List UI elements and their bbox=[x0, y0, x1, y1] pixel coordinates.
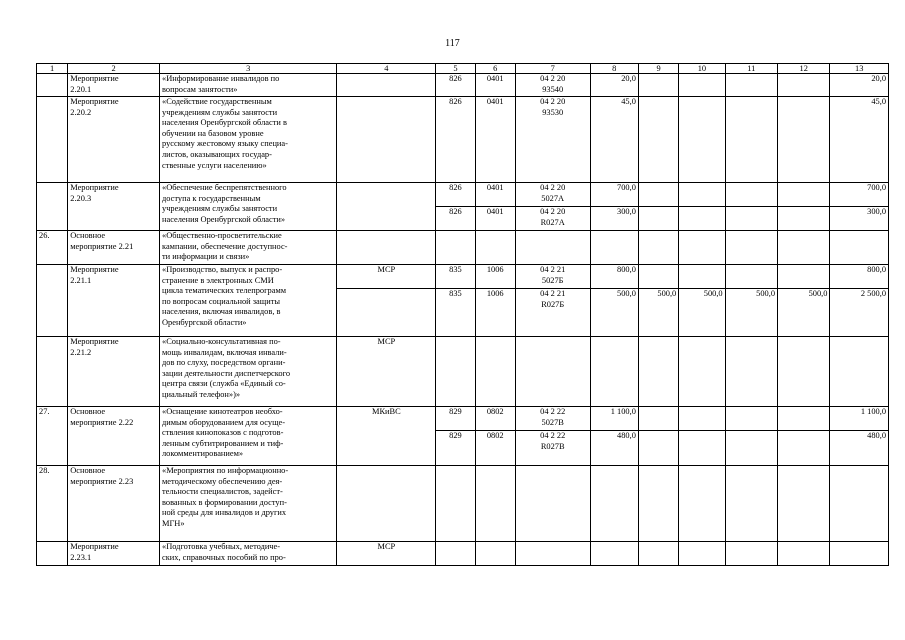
amount-cell bbox=[638, 183, 678, 207]
measure-name: Основное мероприятие 2.23 bbox=[68, 466, 160, 542]
column-header: 2 bbox=[68, 64, 160, 74]
measure-name: Основное мероприятие 2.21 bbox=[68, 231, 160, 265]
table-row bbox=[37, 97, 889, 183]
amount-cell bbox=[679, 231, 725, 265]
budget-table bbox=[36, 63, 889, 566]
amount-cell bbox=[778, 183, 830, 207]
budget-code: 826 bbox=[436, 207, 475, 231]
executor bbox=[337, 74, 436, 97]
amount-cell bbox=[778, 337, 830, 407]
amount-cell bbox=[590, 466, 638, 542]
section-code: 0401 bbox=[475, 74, 515, 97]
executor bbox=[337, 466, 436, 542]
table-row bbox=[37, 74, 889, 97]
column-header: 11 bbox=[725, 64, 777, 74]
column-header: 10 bbox=[679, 64, 725, 74]
amount-cell bbox=[638, 265, 678, 289]
column-header: 7 bbox=[515, 64, 590, 74]
section-code: 0802 bbox=[475, 431, 515, 466]
budget-code: 826 bbox=[436, 74, 475, 97]
budget-code: 835 bbox=[436, 265, 475, 289]
page-number: 117 bbox=[445, 38, 460, 49]
target-article-code: 04 2 20 93530 bbox=[515, 97, 590, 183]
amount-cell bbox=[778, 74, 830, 97]
column-number-row bbox=[37, 64, 889, 74]
amount-cell: 20,0 bbox=[590, 74, 638, 97]
measure-name: Мероприятие 2.21.1 bbox=[68, 265, 160, 337]
amount-cell: 300,0 bbox=[590, 207, 638, 231]
total-cell bbox=[830, 337, 889, 407]
column-header: 1 bbox=[37, 64, 68, 74]
table-row bbox=[37, 265, 889, 289]
column-header: 12 bbox=[778, 64, 830, 74]
amount-cell: 1 100,0 bbox=[590, 407, 638, 431]
amount-cell bbox=[638, 431, 678, 466]
total-cell: 800,0 bbox=[830, 265, 889, 289]
amount-cell bbox=[778, 431, 830, 466]
amount-cell: 800,0 bbox=[590, 265, 638, 289]
target-article-code: 04 2 20 5027А bbox=[515, 183, 590, 207]
amount-cell bbox=[679, 74, 725, 97]
target-article-code: 04 2 22 5027В bbox=[515, 407, 590, 431]
measure-name: Мероприятие 2.20.1 bbox=[68, 74, 160, 97]
measure-name: Мероприятие 2.21.2 bbox=[68, 337, 160, 407]
section-code: 0401 bbox=[475, 183, 515, 207]
measure-description: «Оснащение кинотеатров необхо- димым оборудованием для осуще- ствления кинопоказов с подготов- ленным субтитрированием и тиф- локомментированием» bbox=[160, 407, 337, 466]
budget-code bbox=[436, 337, 475, 407]
executor bbox=[337, 183, 436, 231]
target-article-code: 04 2 20 93540 bbox=[515, 74, 590, 97]
budget-code: 826 bbox=[436, 97, 475, 183]
section-code: 0802 bbox=[475, 407, 515, 431]
row-number bbox=[37, 183, 68, 231]
budget-code bbox=[436, 231, 475, 265]
amount-cell bbox=[590, 542, 638, 566]
target-article-code: 04 2 20 R027А bbox=[515, 207, 590, 231]
target-article-code: 04 2 21 R027Б bbox=[515, 289, 590, 337]
total-cell bbox=[830, 231, 889, 265]
amount-cell bbox=[778, 542, 830, 566]
column-header: 13 bbox=[830, 64, 889, 74]
measure-description: «Производство, выпуск и распро- странение в электронных СМИ цикла тематических телепрограмм по вопросам социальной защиты населения, включая инвалидов, в Оренбургской области» bbox=[160, 265, 337, 337]
column-header: 8 bbox=[590, 64, 638, 74]
executor: МСР bbox=[337, 337, 436, 407]
column-header: 4 bbox=[337, 64, 436, 74]
amount-cell bbox=[638, 231, 678, 265]
total-cell bbox=[830, 466, 889, 542]
total-cell: 700,0 bbox=[830, 183, 889, 207]
amount-cell bbox=[679, 265, 725, 289]
row-number bbox=[37, 265, 68, 337]
amount-cell bbox=[679, 183, 725, 207]
amount-cell bbox=[725, 207, 777, 231]
table-row bbox=[37, 337, 889, 407]
executor bbox=[337, 231, 436, 265]
amount-cell: 500,0 bbox=[725, 289, 777, 337]
amount-cell: 500,0 bbox=[679, 289, 725, 337]
column-header: 6 bbox=[475, 64, 515, 74]
amount-cell bbox=[679, 542, 725, 566]
total-cell: 20,0 bbox=[830, 74, 889, 97]
column-header: 9 bbox=[638, 64, 678, 74]
measure-description: «Мероприятия по информационно- методическому обеспечению дея- тельности специалистов, задейст- вованных в формировании доступ- ной среды для инвалидов и других МГН» bbox=[160, 466, 337, 542]
amount-cell bbox=[679, 407, 725, 431]
row-number: 27. bbox=[37, 407, 68, 466]
amount-cell bbox=[725, 466, 777, 542]
amount-cell bbox=[778, 466, 830, 542]
section-code bbox=[475, 231, 515, 265]
section-code: 1006 bbox=[475, 265, 515, 289]
measure-name: Основное мероприятие 2.22 bbox=[68, 407, 160, 466]
measure-description: «Подготовка учебных, методиче- ских, справочных пособий по про- bbox=[160, 542, 337, 566]
measure-description: «Содействие государственным учреждениям службы занятости населения Оренбургской области в обучении на базовом уровне русскому жестовому языку специа- листов, оказывающих государ- ственные услуги населению» bbox=[160, 97, 337, 183]
amount-cell bbox=[590, 231, 638, 265]
amount-cell: 45,0 bbox=[590, 97, 638, 183]
table-row bbox=[37, 466, 889, 542]
amount-cell bbox=[725, 407, 777, 431]
amount-cell bbox=[638, 542, 678, 566]
budget-code: 829 bbox=[436, 431, 475, 466]
amount-cell bbox=[638, 207, 678, 231]
table-row bbox=[37, 231, 889, 265]
row-number bbox=[37, 97, 68, 183]
budget-code: 835 bbox=[436, 289, 475, 337]
amount-cell bbox=[638, 74, 678, 97]
target-article-code bbox=[515, 231, 590, 265]
measure-description: «Информирование инвалидов по вопросам занятости» bbox=[160, 74, 337, 97]
measure-description: «Общественно-просветительские кампании, обеспечение доступнос- ти информации и связи» bbox=[160, 231, 337, 265]
executor bbox=[337, 97, 436, 183]
row-number: 26. bbox=[37, 231, 68, 265]
total-cell: 45,0 bbox=[830, 97, 889, 183]
amount-cell bbox=[778, 231, 830, 265]
amount-cell bbox=[679, 207, 725, 231]
target-article-code bbox=[515, 466, 590, 542]
amount-cell bbox=[679, 337, 725, 407]
amount-cell: 500,0 bbox=[590, 289, 638, 337]
amount-cell bbox=[778, 265, 830, 289]
row-number bbox=[37, 74, 68, 97]
amount-cell bbox=[725, 97, 777, 183]
total-cell: 480,0 bbox=[830, 431, 889, 466]
amount-cell bbox=[679, 466, 725, 542]
row-number bbox=[37, 542, 68, 566]
measure-name: Мероприятие 2.20.3 bbox=[68, 183, 160, 231]
section-code: 1006 bbox=[475, 289, 515, 337]
budget-code: 826 bbox=[436, 183, 475, 207]
amount-cell bbox=[725, 265, 777, 289]
amount-cell bbox=[725, 183, 777, 207]
amount-cell bbox=[638, 407, 678, 431]
amount-cell bbox=[638, 337, 678, 407]
column-header: 3 bbox=[160, 64, 337, 74]
section-code bbox=[475, 542, 515, 566]
amount-cell bbox=[638, 97, 678, 183]
amount-cell: 500,0 bbox=[778, 289, 830, 337]
row-number bbox=[37, 337, 68, 407]
target-article-code bbox=[515, 542, 590, 566]
section-code: 0401 bbox=[475, 207, 515, 231]
total-cell bbox=[830, 542, 889, 566]
budget-code: 829 bbox=[436, 407, 475, 431]
table-row bbox=[37, 407, 889, 431]
amount-cell bbox=[725, 431, 777, 466]
amount-cell: 700,0 bbox=[590, 183, 638, 207]
amount-cell bbox=[725, 231, 777, 265]
section-code bbox=[475, 337, 515, 407]
measure-name: Мероприятие 2.20.2 bbox=[68, 97, 160, 183]
target-article-code: 04 2 21 5027Б bbox=[515, 265, 590, 289]
executor bbox=[337, 289, 436, 337]
section-code: 0401 bbox=[475, 97, 515, 183]
executor: МСР bbox=[337, 265, 436, 289]
budget-code bbox=[436, 542, 475, 566]
amount-cell bbox=[590, 337, 638, 407]
amount-cell bbox=[638, 466, 678, 542]
amount-cell bbox=[679, 431, 725, 466]
amount-cell: 480,0 bbox=[590, 431, 638, 466]
amount-cell bbox=[778, 407, 830, 431]
budget-code bbox=[436, 466, 475, 542]
amount-cell: 500,0 bbox=[638, 289, 678, 337]
executor: МКиВС bbox=[337, 407, 436, 466]
row-number: 28. bbox=[37, 466, 68, 542]
executor: МСР bbox=[337, 542, 436, 566]
total-cell: 1 100,0 bbox=[830, 407, 889, 431]
amount-cell bbox=[725, 74, 777, 97]
amount-cell bbox=[679, 97, 725, 183]
table-row bbox=[37, 542, 889, 566]
total-cell: 300,0 bbox=[830, 207, 889, 231]
table-row bbox=[37, 183, 889, 207]
measure-description: «Обеспечение беспрепятственного доступа к государственным учреждениям службы занятости населения Оренбургской области» bbox=[160, 183, 337, 231]
target-article-code: 04 2 22 R027В bbox=[515, 431, 590, 466]
amount-cell bbox=[778, 207, 830, 231]
amount-cell bbox=[725, 337, 777, 407]
amount-cell bbox=[725, 542, 777, 566]
measure-name: Мероприятие 2.23.1 bbox=[68, 542, 160, 566]
measure-description: «Социально-консультативная по- мощь инвалидам, включая инвали- дов по слуху, посредством органи- зации деятельности диспетчерского центра связи (служба «Единый со- циальный телефон»)» bbox=[160, 337, 337, 407]
section-code bbox=[475, 466, 515, 542]
amount-cell bbox=[778, 97, 830, 183]
total-cell: 2 500,0 bbox=[830, 289, 889, 337]
column-header: 5 bbox=[436, 64, 475, 74]
target-article-code bbox=[515, 337, 590, 407]
